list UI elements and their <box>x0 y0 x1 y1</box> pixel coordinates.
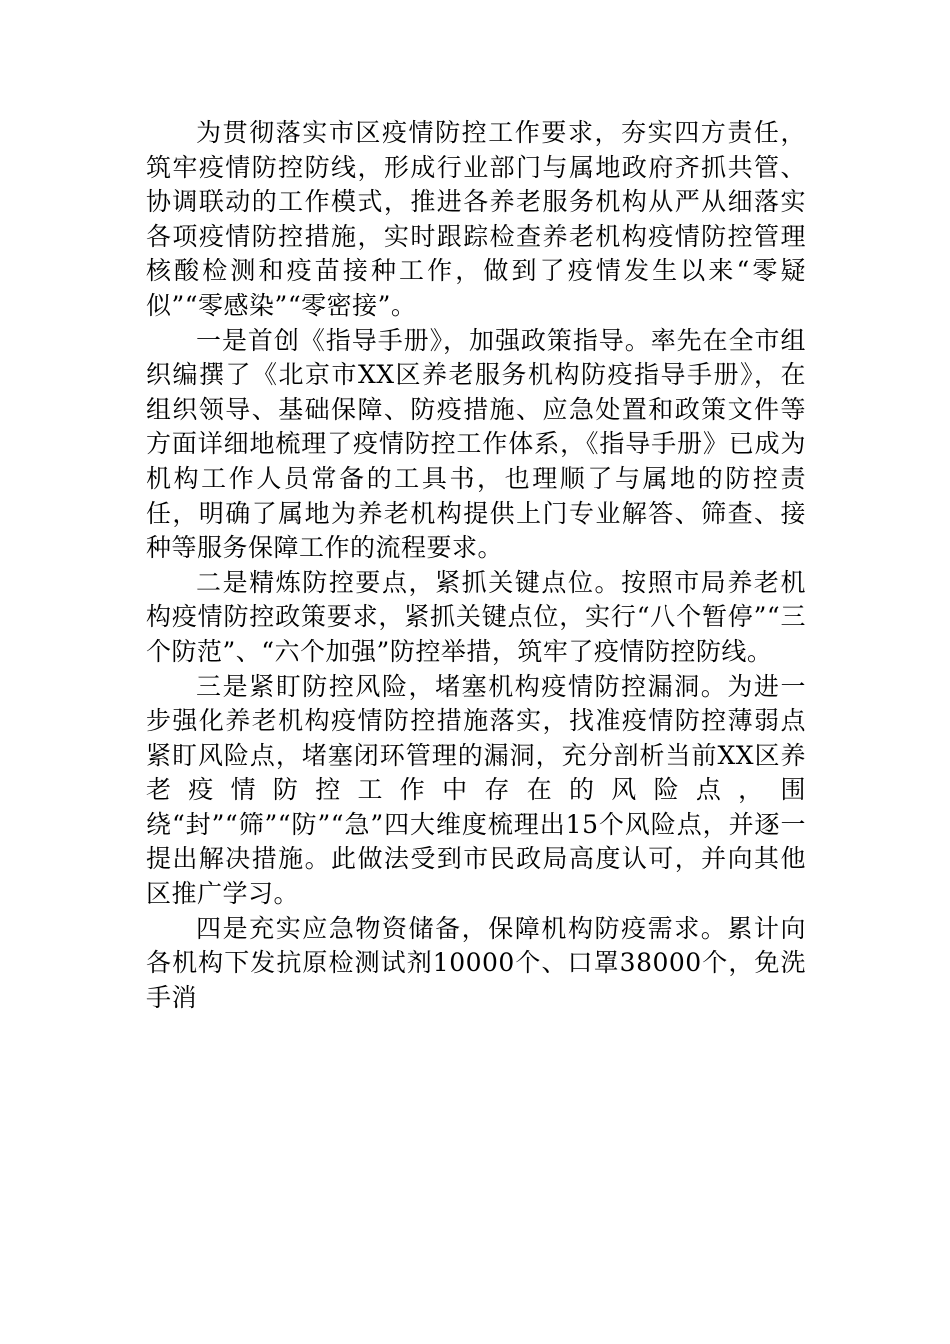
paragraph-key-points: 二是精炼防控要点，紧抓关键点位。按照市局养老机构疫情防控政策要求，紧抓关键点位，实行“八个暂停”“三个防范”、“六个加强”防控举措，筑牢了疫情防控防线。 <box>146 567 806 666</box>
paragraph-emergency-supplies: 四是充实应急物资储备，保障机构防疫需求。累计向各机构下发抗原检测试剂10000个、口罩38000个，免洗手消 <box>146 913 806 1012</box>
paragraph-risk-control: 三是紧盯防控风险，堵塞机构疫情防控漏洞。为进一步强化养老机构疫情防控措施落实，找准疫情防控薄弱点紧盯风险点，堵塞闭环管理的漏洞，充分剖析当前XX区养老疫情防控工作中存在的风险点，围绕“封”“筛”“防”“急”四大维度梳理出15个风险点，并逐一提出解决措施。此做法受到市民政局高度认可，并向其他区推广学习。 <box>146 671 806 909</box>
paragraph-intro: 为贯彻落实市区疫情防控工作要求，夯实四方责任，筑牢疫情防控防线，形成行业部门与属地政府齐抓共管、协调联动的工作模式，推进各养老服务机构从严从细落实各项疫情防控措施，实时跟踪检查养老机构疫情防控管理核酸检测和疫苗接种工作，做到了疫情发生以来“零疑似”“零感染”“零密接”。 <box>146 118 806 320</box>
paragraph-guide-manual: 一是首创《指导手册》，加强政策指导。率先在全市组织编撰了《北京市XX区养老服务机构防疫指导手册》，在组织领导、基础保障、防疫措施、应急处置和政策文件等方面详细地梳理了疫情防控工作体系，《指导手册》已成为机构工作人员常备的工具书，也理顺了与属地的防控责任，明确了属地为养老机构提供上门专业解答、筛查、接种等服务保障工作的流程要求。 <box>146 325 806 563</box>
document-body <box>146 116 806 1015</box>
